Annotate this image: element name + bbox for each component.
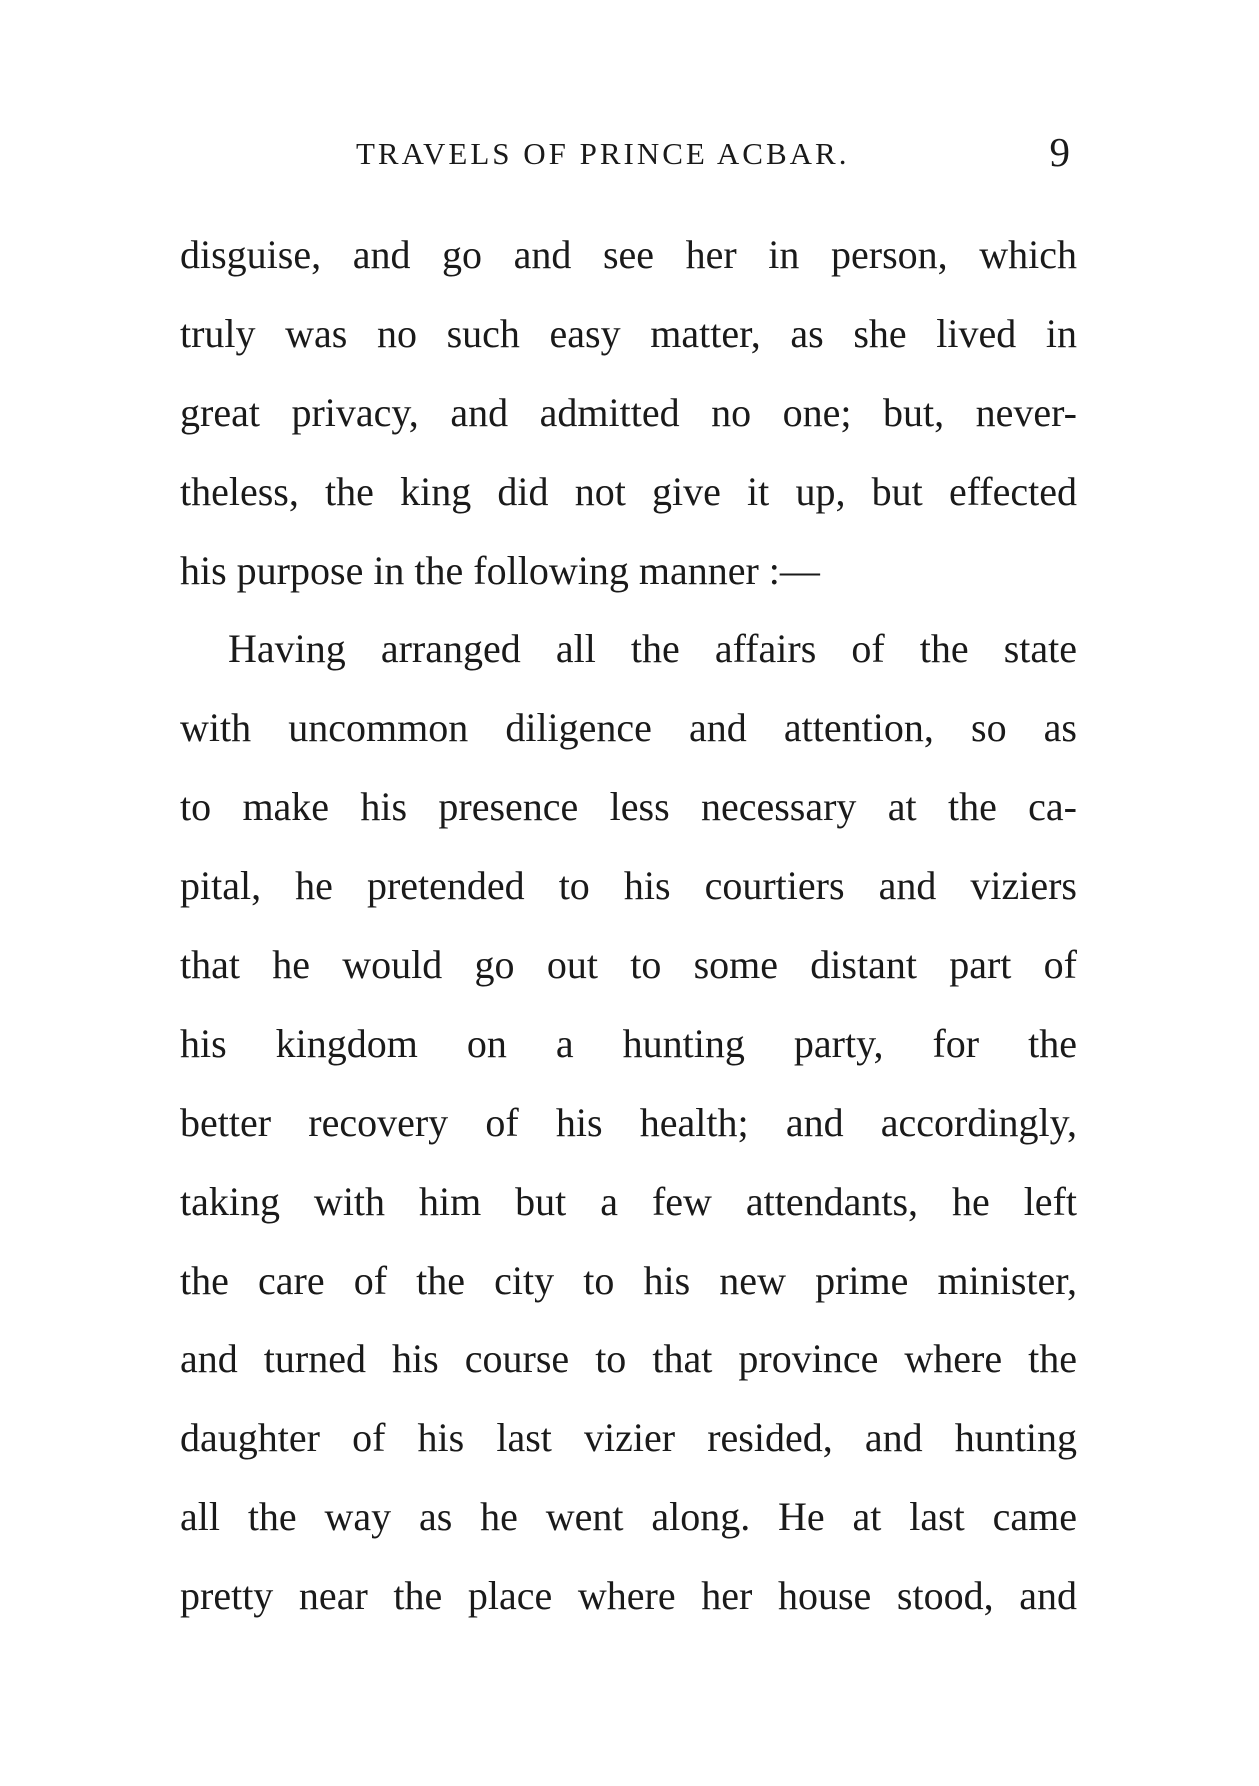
text-line: the care of the city to his new prime minister, [180,1257,1077,1303]
text-line: with uncommon diligence and attention, so as [180,705,1077,751]
text-line: theless, the king did not give it up, but effected [180,468,1077,514]
running-head [180,128,1070,178]
text-line: pital, he pretended to his courtiers and viziers [180,863,1077,909]
body-text [180,216,1077,1636]
text-line: daughter of his last vizier resided, and hunting [180,1415,1077,1461]
text-line: his kingdom on a hunting party, for the [180,1020,1077,1066]
text-line: and turned his course to that province where the [180,1336,1077,1382]
text-line: great privacy, and admitted no one; but, never- [180,389,1077,435]
text-line: that he would go out to some distant part of [180,942,1077,988]
text-line: his purpose in the following manner :— [180,547,820,593]
paragraph-first-line: Having arranged all the affairs of the state [228,626,1077,672]
running-title: TRAVELS OF PRINCE ACBAR. [356,136,850,171]
text-line: disguise, and go and see her in person, which [180,232,1077,277]
text-line: to make his presence less necessary at the ca- [180,784,1077,830]
text-line: taking with him but a few attendants, he left [180,1178,1077,1224]
text-line: better recovery of his health; and accordingly, [180,1099,1077,1145]
text-line: truly was no such easy matter, as she lived in [180,310,1077,356]
text-line: all the way as he went along. He at last came [180,1494,1077,1540]
text-line: pretty near the place where her house stood, and [180,1573,1077,1619]
page-number: 9 [1049,129,1070,175]
